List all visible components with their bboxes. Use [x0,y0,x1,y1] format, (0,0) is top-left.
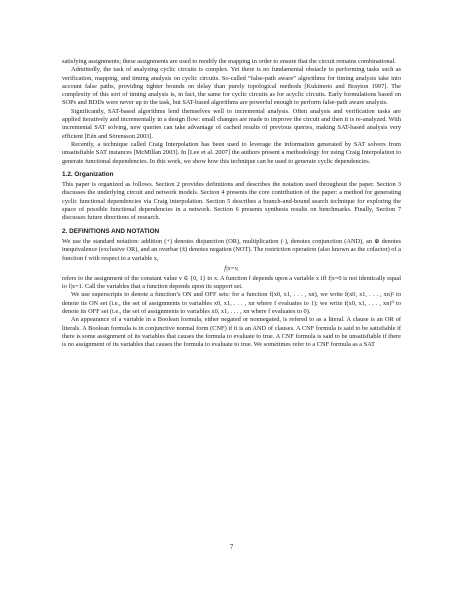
paragraph: Significantly, SAT-based algorithms lend themselves well to incremental analysis. Often analysis and verification tasks are applied iteratively and incrementally in a design flow: small changes are made to improve the circuit and then it is re-analyzed. With incremental SAT solving, new queries can take advantage of cached results of previous queries, making SAT-based analysis very efficient [Eén and Sörensson 2003]. [62,107,401,140]
paragraph: We use the standard notation: addition (+) denotes disjunction (OR), multiplication (·), denotes conjunction (AND), an ⊕ denotes inequivalence (exclusive OR), and an overbar (x̄) denotes negation (NOT). The restriction operation (also known as the cofactor) of a function f with respect to a variable x, [62,237,401,262]
page-number: 7 [229,543,234,551]
paragraph: Admittedly, the task of analyzing cyclic circuits is complex. Yet there is no fundamental obstacle to performing tasks such as verification, mapping, and timing analysis on cyclic circuits. So-called “false-path aware” algorithms for timing analysis take into account false paths, providing tighter bounds on delay than purely topological methods [Kukimoto and Brayton 1997]. The complexity of this sort of timing analysis is, in fact, the same for cyclic circuits as for acyclic circuits. Early formulations based on SOPs and BDDs were never up to the task, but SAT-based algorithms are powerful enough to perform false-path aware analysis. [62,66,401,107]
display-equation: f|x=v, [224,264,239,272]
paragraph: satisfying assignments; these assignments are used to modify the mapping in order to ensure that the circuit remains combinational. [62,58,396,65]
paragraph: Recently, a technique called Craig Interpolation has been used to leverage the information generated by SAT solvers from unsatisfiable SAT instances [McMillan 2003]. In [Lee et al. 2007] the authors present a methodology for using Craig Interpolation to generate functional dependencies. In this work, we show how this technique can be used to generate cyclic dependencies. [62,140,401,165]
section-heading: 1.2. Organization [62,170,114,178]
paragraph: This paper is organized as follows. Section 2 provides definitions and describes the notation used throughout the paper. Section 3 discusses the underlying circuit and network models. Section 4 presents the core contribution of the paper: a method for generating cyclic functional dependencies via Craig interpolation. Section 5 describes a branch-and-bound search technique for exploring the space of possible functional dependencies in a network. Section 6 presents synthesis results on benchmarks. Finally, Section 7 discusses future directions of research. [62,181,401,222]
paragraph: An appearance of a variable in a Boolean formula, either negated or nonnegated, is refered to as a literal. A clause is an OR of literals. A Boolean formula is in conjunctive normal form (CNF) if it is an AND of clauses. A CNF formula is said to be satisfiable if there is some assignment of its variables that causes the formula to evaluate to true. A CNF formula is said to be unsatisfiable if there is no assignment of its variables that causes the formula to evaluate to true. We sometimes refer to a CNF formula as a SAT [62,316,401,349]
paragraph: We use superscripts to denote a function’s ON and OFF sets: for a function f(x0, x1, . . . , xn), we write f(x0, x1, . . . , xn)¹ to denote its ON set (i.e., the set of assignments to variables x0, x1, . . . , xn where f evaluates to 1); we write f(x0, x1, . . . , xn)⁰ to denote its OFF set (i.e., the set of assignments to variables x0, x1, . . . , xn where f evaluates to 0). [62,291,401,316]
section-heading: 2. DEFINITIONS AND NOTATION [62,227,160,235]
paragraph: refers to the assignment of the constant value v ∈ {0, 1} to x. A function f depends upon a variable x iff f|x=0 is not identically equal to f|x=1. Call the variables that a function depends upon its support set. [62,274,401,291]
